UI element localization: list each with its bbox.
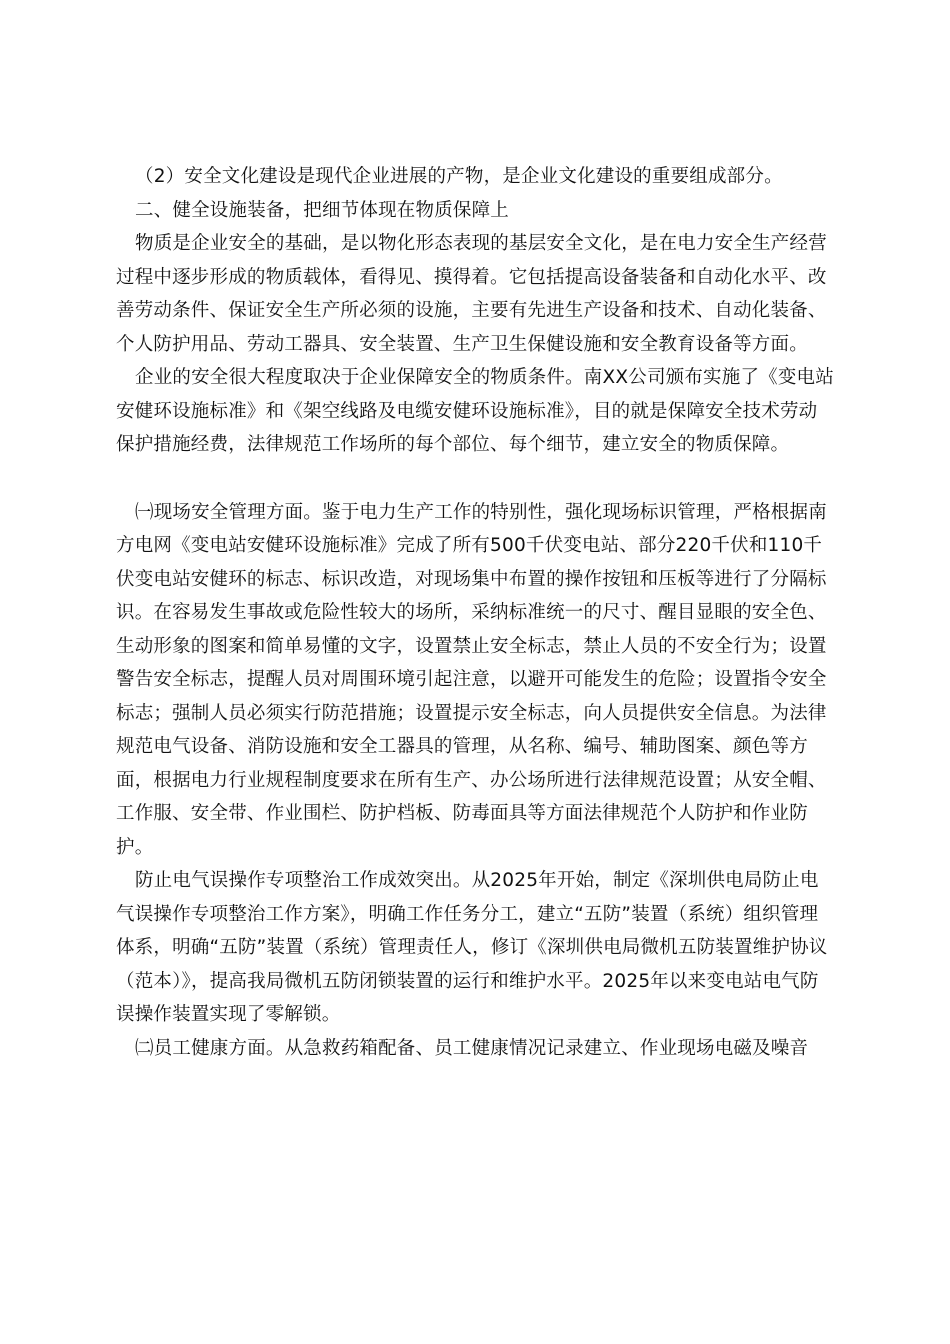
section-heading-facilities: 二、健全设施装备，把细节体现在物质保障上 [135,199,510,221]
paragraph-material-conditions: 企业的安全很大程度取决于企业保障安全的物质条件。南XX公司颁布实施了《变电站安健环设施标准》和《架空线路及电缆安健环设施标准》，目的就是保障安全技术劳动保护措施经费，法律规范工作场所的每个部位、每个细节，建立安全的物质保障。 [116,367,834,455]
paragraph-spacer [116,462,834,496]
paragraph-site-safety-management: ㈠现场安全管理方面。鉴于电力生产工作的特别性，强化现场标识管理，严格根据南方电网《变电站安健环设施标准》完成了所有500千伏变电站、部分220千伏和110千伏变电站安健环的标志、标识改造，对现场集中布置的操作按钮和压板等进行了分隔标识。在容易发生事故或危险性较大的场所，采纳标准统一的尺寸、醒目显眼的安全色、生动形象的图案和简单易懂的文字，设置禁止安全标志，禁止人员的不安全行为；设置警告安全标志，提醒人员对周围环境引起注意，以避开可能发生的危险；设置指令安全标志；强制人员必须实行防范措施；设置提示安全标志，向人员提供安全信息。为法律规范电气设备、消防设施和安全工器具的管理，从名称、编号、辅助图案、颜色等方面，根据电力行业规程制度要求在所有生产、办公场所进行法律规范设置；从安全帽、工作服、安全带、作业围栏、防护档板、防毒面具等方面法律规范个人防护和作业防护。 [116,501,827,858]
document-body [116,160,834,1065]
paragraph-material-foundation: 物质是企业安全的基础，是以物化形态表现的基层安全文化，是在电力安全生产经营过程中逐步形成的物质载体，看得见、摸得着。它包括提高设备装备和自动化水平、改善劳动条件、保证安全生产所必须的设施，主要有先进生产设备和技术、自动化装备、个人防护用品、劳动工器具、安全装置、生产卫生保健设施和安全教育设备等方面。 [116,233,827,355]
paragraph-safety-culture: （2）安全文化建设是现代企业进展的产物，是企业文化建设的重要组成部分。 [135,166,783,187]
paragraph-employee-health: ㈡员工健康方面。从急救药箱配备、员工健康情况记录建立、作业现场电磁及噪音 [135,1037,809,1059]
paragraph-misoperation-prevention: 防止电气误操作专项整治工作成效突出。从2025年开始，制定《深圳供电局防止电气误操作专项整治工作方案》，明确工作任务分工，建立“五防”装置（系统）组织管理体系，明确“五防”装置（系统）管理责任人，修订《深圳供电局微机五防装置维护协议（范本）》，提高我局微机五防闭锁装置的运行和维护水平。2025年以来变电站电气防误操作装置实现了零解锁。 [116,870,828,1025]
